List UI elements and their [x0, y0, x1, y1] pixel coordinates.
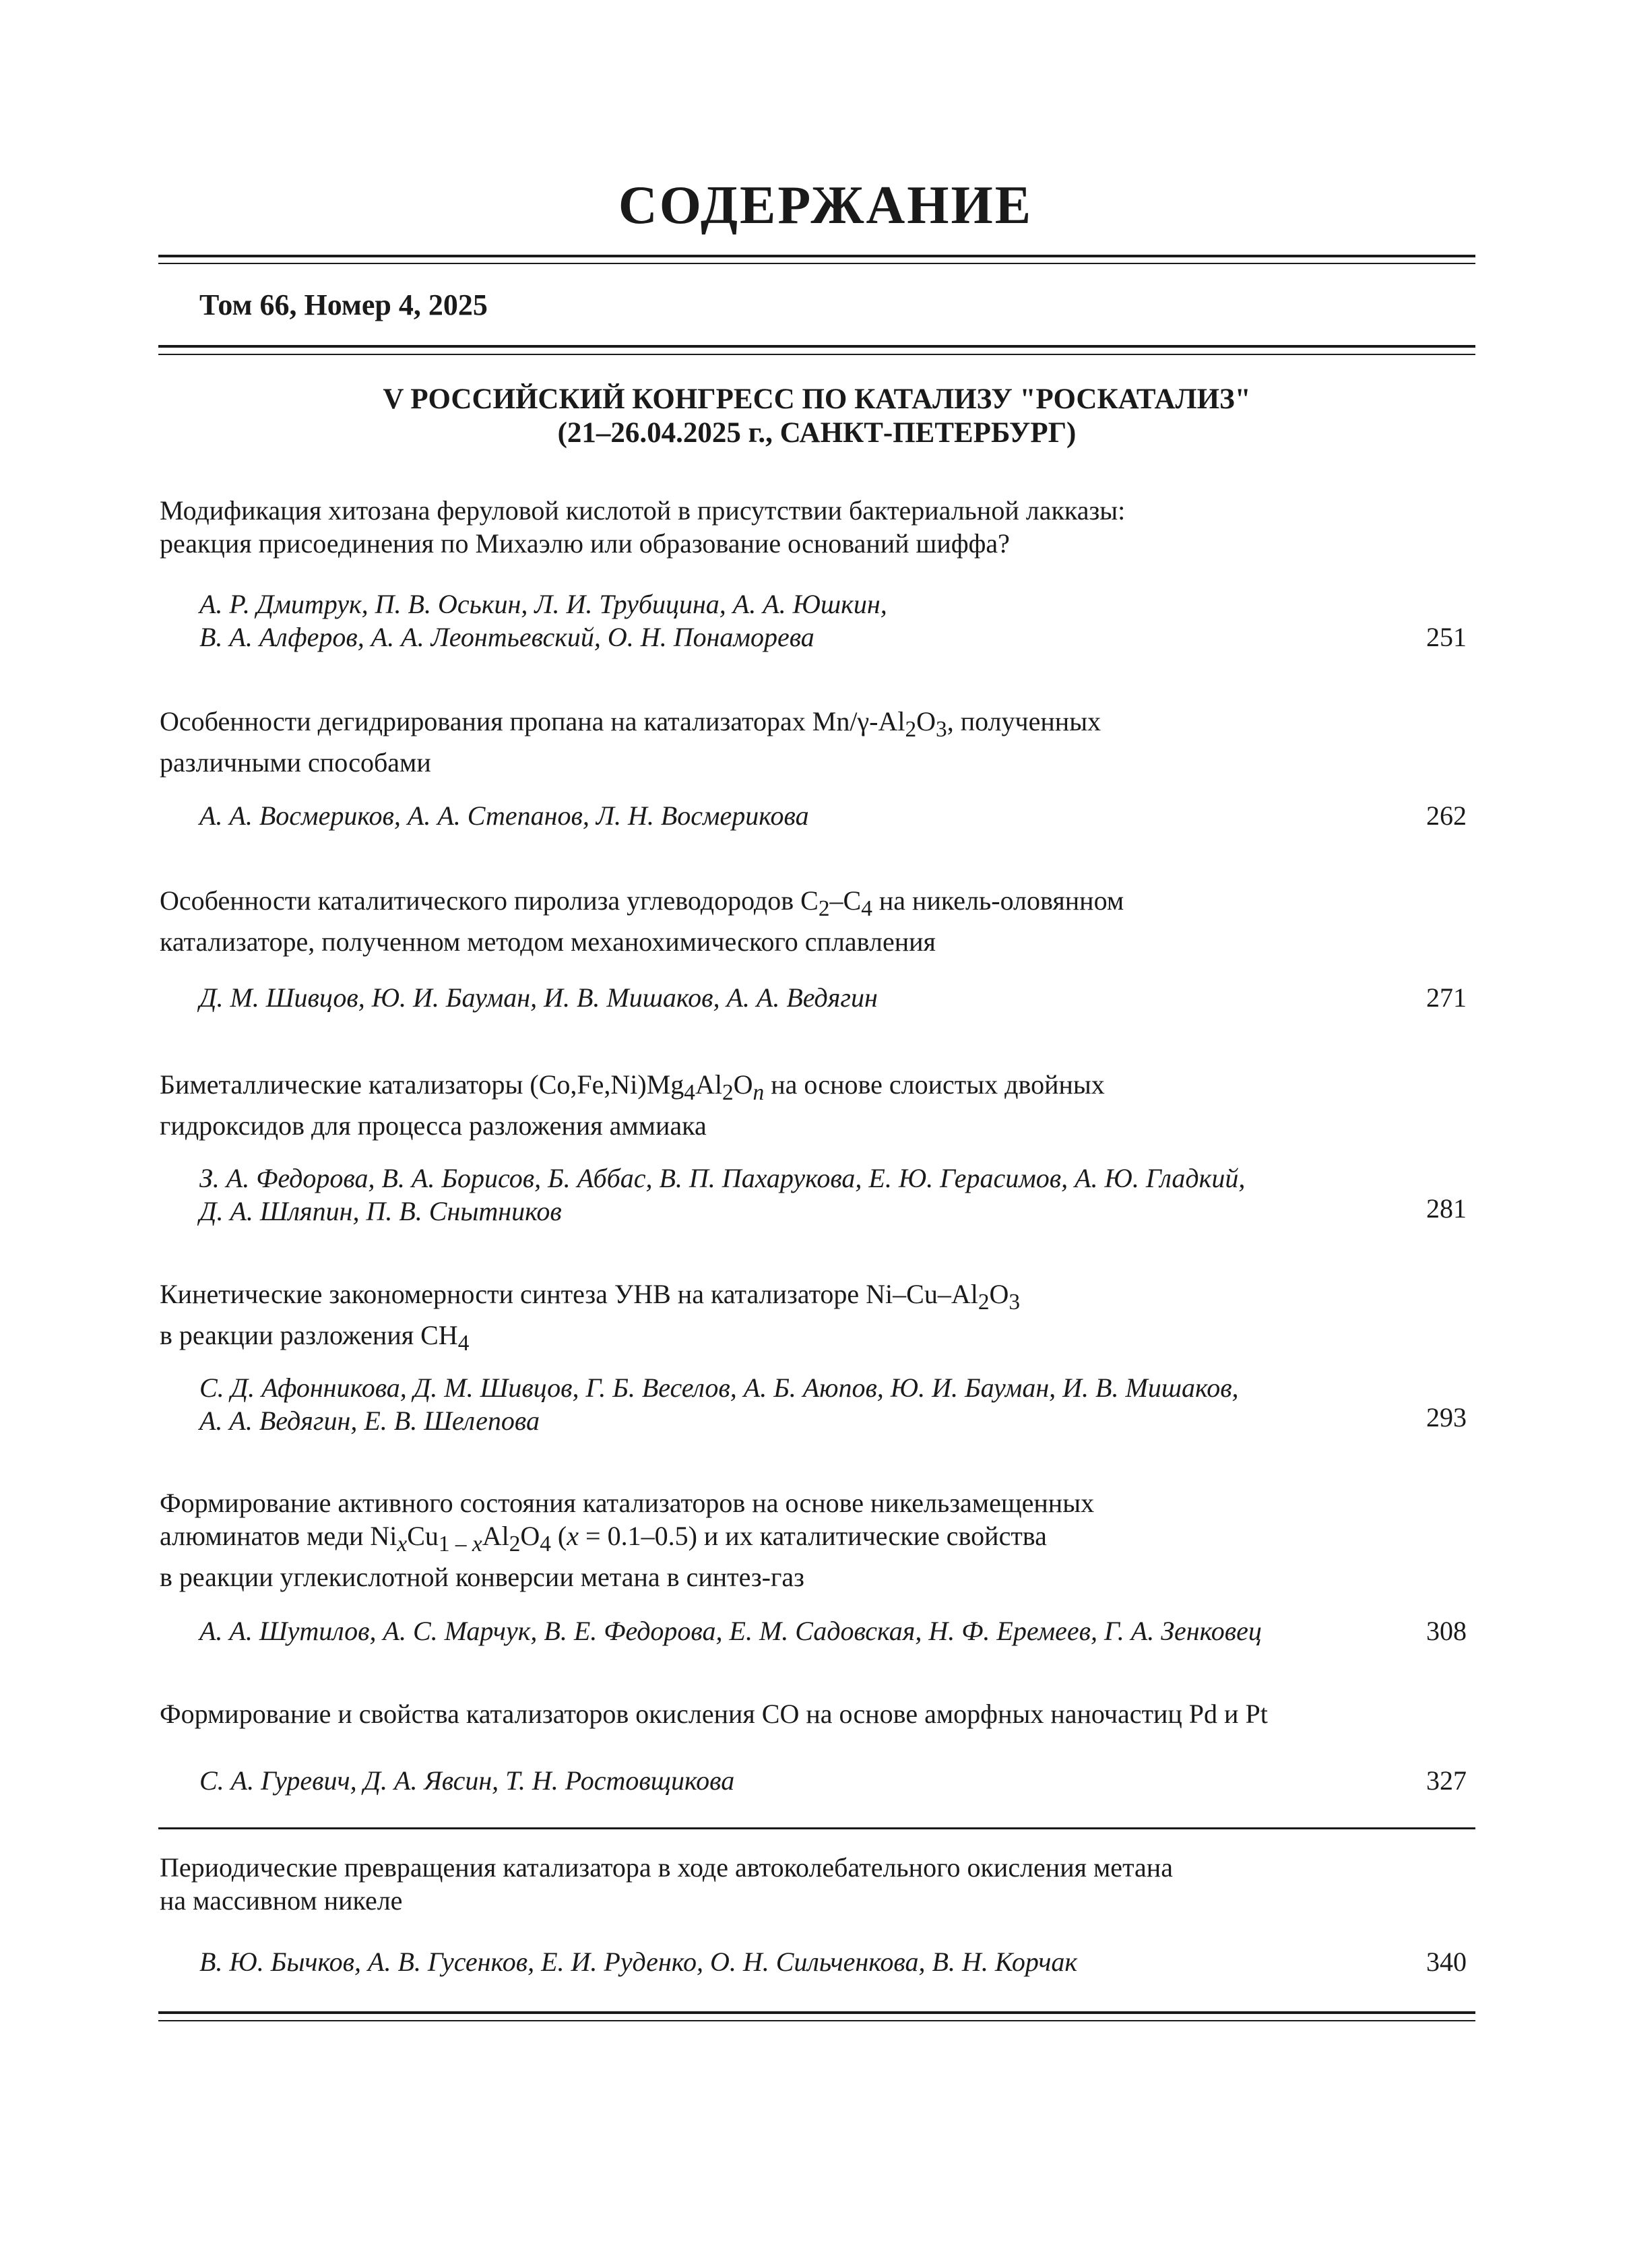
article-authors: Д. М. Шивцов, Ю. И. Бауман, И. В. Мишаков, А. А. Ведягин	[199, 982, 878, 1013]
section-heading-line2: (21–26.04.2025 г., САНКТ-ПЕТЕРБУРГ)	[557, 417, 1077, 449]
article-page-number[interactable]: 340	[1426, 1947, 1467, 1977]
section-heading	[158, 383, 1475, 450]
title-rule-top	[158, 255, 1475, 257]
article-title[interactable]: Формирование и свойства катализаторов окисления CO на основе аморфных наночастиц Pd и Pt	[160, 1699, 1268, 1729]
article-authors: С. А. Гуревич, Д. А. Явсин, Т. Н. Ростовщикова	[199, 1765, 735, 1796]
article-page-number[interactable]: 308	[1426, 1616, 1467, 1646]
article-page-number[interactable]: 327	[1426, 1765, 1467, 1796]
footer-rule-bottom	[158, 2020, 1475, 2021]
article-page-number[interactable]: 251	[1426, 622, 1467, 652]
article-title[interactable]: Кинетические закономерности синтеза УНВ на катализаторе $Ni-Cu-Al_2O_3$ в реакции разложения $CH_4$	[160, 1279, 1021, 1356]
article-page-number[interactable]: 271	[1426, 982, 1467, 1013]
title-rule-bottom	[158, 263, 1475, 264]
article-authors: С. Д. Афонникова, Д. М. Шивцов, Г. Б. Веселов, А. Б. Аюпов, Ю. И. Бауман, И. В. Мишаков, А. А. Ведягин, Е. В. Шелепова	[199, 1373, 1239, 1436]
article-authors: А. А. Восмериков, А. А. Степанов, Л. Н. Восмерикова	[199, 800, 809, 831]
article-authors: В. Ю. Бычков, А. В. Гусенков, Е. И. Руденко, О. Н. Сильченкова, В. Н. Корчак	[199, 1947, 1078, 1977]
volume-rule-top	[158, 345, 1475, 348]
article-authors: А. А. Шутилов, А. С. Марчук, В. Е. Федорова, Е. М. Садовская, Н. Ф. Еремеев, Г. А. Зенковец	[199, 1616, 1262, 1646]
page-title: СОДЕРЖАНИЕ	[618, 176, 1033, 235]
section-heading-line1: V РОССИЙСКИЙ КОНГРЕСС ПО КАТАЛИЗУ "РОСКАТАЛИЗ"	[383, 383, 1251, 415]
article-title[interactable]: Особенности дегидрирования пропана на катализаторах $Mn/\gamma-Al_2O_3$, полученных различными способами	[160, 706, 1101, 778]
article-title[interactable]: Биметаллические катализаторы $(Co,Fe,Ni)Mg_4Al_2O_n$ на основе слоистых двойных гидроксидов для процесса разложения аммиака	[160, 1069, 1105, 1141]
article-title[interactable]: Периодические превращения катализатора в ходе автоколебательного окисления метана на массивном никеле	[160, 1852, 1173, 1916]
footer-rule-top	[158, 2011, 1475, 2014]
divider	[158, 1827, 1475, 1829]
article-title[interactable]: Формирование активного состояния катализаторов на основе никельзамещенных алюминатов меди $Ni_xCu_{1 - x}Al_2O_4$ (x = 0.1–0.5) и их каталитические свойства в реакции углекислотной конверсии метана в синтез-газ	[160, 1488, 1095, 1592]
volume-info: Том 66, Номер 4, 2025	[199, 288, 488, 321]
article-title[interactable]: Модификация хитозана феруловой кислотой в присутствии бактериальной лакказы: реакция присоединения по Михаэлю или образование оснований шиффа?	[160, 495, 1126, 559]
article-authors: З. А. Федорова, В. А. Борисов, Б. Аббас, В. П. Пахарукова, Е. Ю. Герасимов, А. Ю. Гладкий, Д. А. Шляпин, П. В. Снытников	[199, 1163, 1246, 1226]
article-page-number[interactable]: 293	[1426, 1402, 1467, 1432]
article-authors: А. Р. Дмитрук, П. В. Оськин, Л. И. Трубицина, А. А. Юшкин, В. А. Алферов, А. А. Леонтьевский, О. Н. Понаморева	[199, 589, 887, 652]
article-title[interactable]: Особенности каталитического пиролиза углеводородов $C_2-C_4$ на никель-оловянном катализаторе, полученном методом механохимического сплавления	[160, 885, 1124, 957]
article-page-number[interactable]: 262	[1426, 800, 1467, 831]
volume-rule-bottom	[158, 354, 1475, 355]
article-page-number[interactable]: 281	[1426, 1193, 1467, 1224]
